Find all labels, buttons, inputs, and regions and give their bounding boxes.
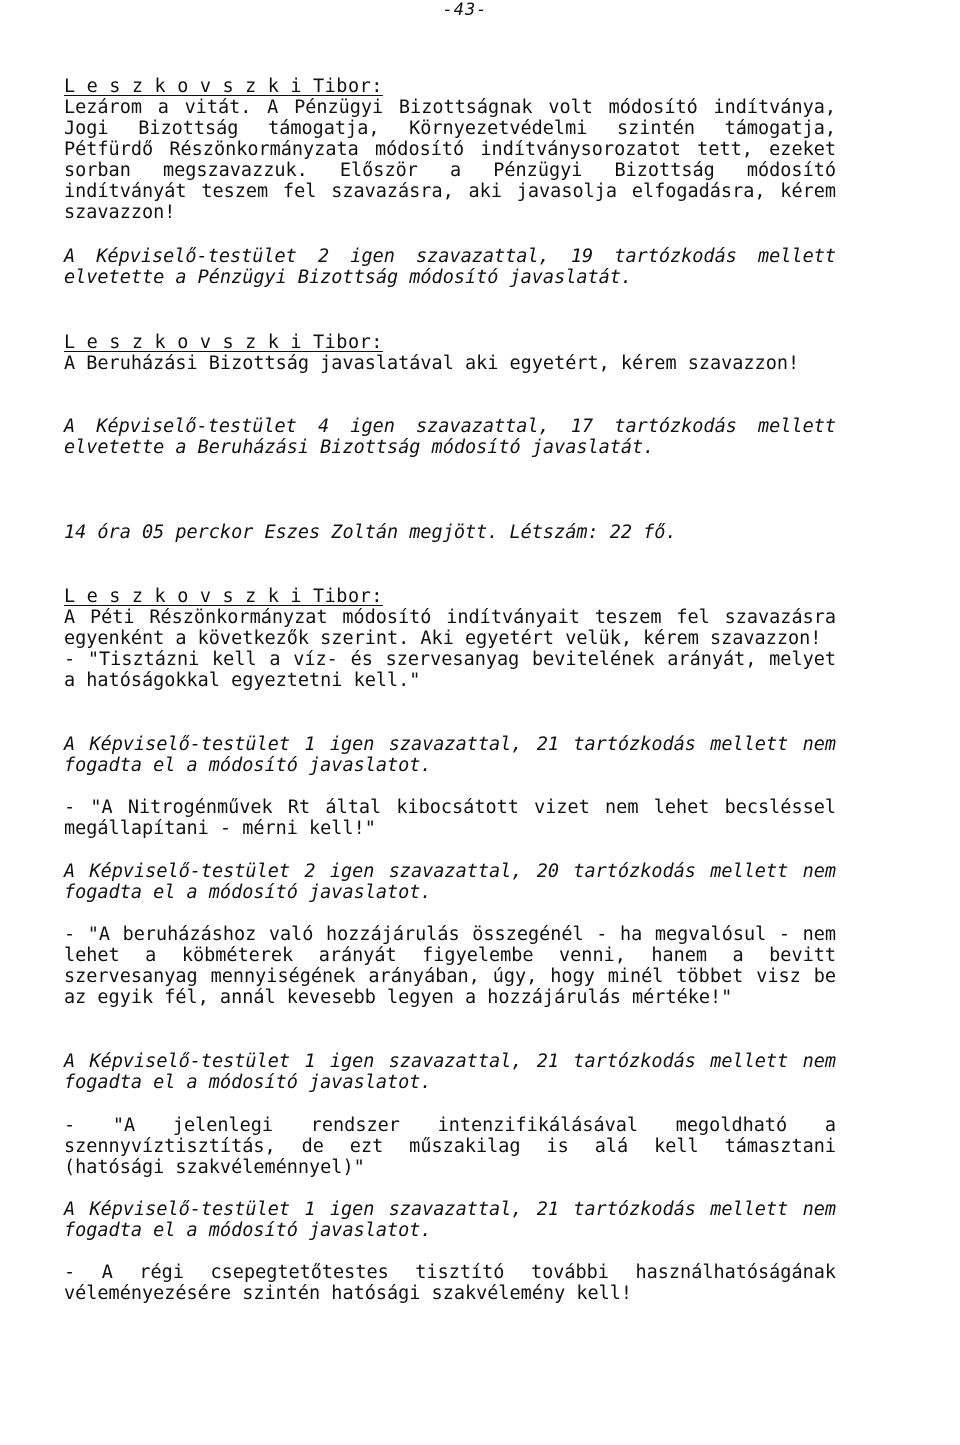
motion-item-3: - "A beruházáshoz való hozzájárulás összegénél - ha megvalósul - nem lehet a köbméterek arányát figyelembe venni, hanem a bevitt szervesanyag mennyiségének arányában, úgy, hogy minél többet visz be az egyik fél, annál kevesebb legyen a hozzájárulás mértéke!" xyxy=(64,924,836,1008)
speaker-firstname: Tibor: xyxy=(313,332,383,353)
vote-result-4: A Képviselő-testület 2 igen szavazattal, 20 tartózkodás mellett nem fogadta el a módosító javaslatot. xyxy=(64,861,836,903)
statement-text: A Péti Részönkormányzat módosító indítványait teszem fel szavazásra egyenként a következők szerint. Aki egyetért velük, kérem szavazzon! xyxy=(64,607,836,649)
motion-item-1: - "Tisztázni kell a víz- és szervesanyag bevitelének arányát, melyet a hatóságokkal egyeztetni kell." xyxy=(64,649,836,691)
page-number: -43- xyxy=(442,0,488,20)
speaker-surname: Leszkovszki xyxy=(64,76,314,97)
speaker-name xyxy=(64,586,836,607)
speaker-firstname: Tibor: xyxy=(313,76,383,97)
vote-result-5: A Képviselő-testület 1 igen szavazattal, 21 tartózkodás mellett nem fogadta el a módosító javaslatot. xyxy=(64,1051,836,1093)
attendance-note: 14 óra 05 perckor Eszes Zoltán megjött. Létszám: 22 fő. xyxy=(64,522,677,543)
vote-result-1: A Képviselő-testület 2 igen szavazattal, 19 tartózkodás mellett elvetette a Pénzügyi Bizottság módosító javaslatát. xyxy=(64,246,836,288)
vote-result-2: A Képviselő-testület 4 igen szavazattal, 17 tartózkodás mellett elvetette a Beruházási Bizottság módosító javaslatát. xyxy=(64,416,836,458)
speaker-name xyxy=(64,332,836,353)
speaker-statement-2 xyxy=(64,332,836,374)
speaker-surname: Leszkovszki xyxy=(64,586,314,607)
speaker-statement-1 xyxy=(64,76,836,223)
speaker-firstname: Tibor: xyxy=(313,586,383,607)
statement-text: Lezárom a vitát. A Pénzügyi Bizottságnak volt módosító indítványa, Jogi Bizottság támogatja, Környezetvédelmi szintén támogatja, Pétfürdő Részönkormányzata módosító indítványsorozatot tett, ezeket sorban megszavazzuk. Először a Pénzügyi Bizottság módosító indítványát teszem fel szavazásra, aki javasolja elfogadásra, kérem szavazzon! xyxy=(64,97,836,223)
vote-result-3: A Képviselő-testület 1 igen szavazattal, 21 tartózkodás mellett nem fogadta el a módosító javaslatot. xyxy=(64,734,836,776)
motion-item-5: - A régi csepegtetőtestes tisztító további használhatóságának véleményezésére szintén hatósági szakvélemény kell! xyxy=(64,1262,836,1304)
vote-result-6: A Képviselő-testület 1 igen szavazattal, 21 tartózkodás mellett nem fogadta el a módosító javaslatot. xyxy=(64,1199,836,1241)
speaker-name xyxy=(64,76,836,97)
motion-item-2: - "A Nitrogénművek Rt által kibocsátott vizet nem lehet becsléssel megállapítani - mérni kell!" xyxy=(64,797,836,839)
speaker-surname: Leszkovszki xyxy=(64,332,314,353)
statement-text: A Beruházási Bizottság javaslatával aki egyetért, kérem szavazzon! xyxy=(64,353,800,374)
speaker-statement-3 xyxy=(64,586,836,691)
motion-item-4: - "A jelenlegi rendszer intenzifikálásával megoldható a szennyvíztisztítás, de ezt műszakilag is alá kell támasztani (hatósági szakvéleménnyel)" xyxy=(64,1115,836,1178)
